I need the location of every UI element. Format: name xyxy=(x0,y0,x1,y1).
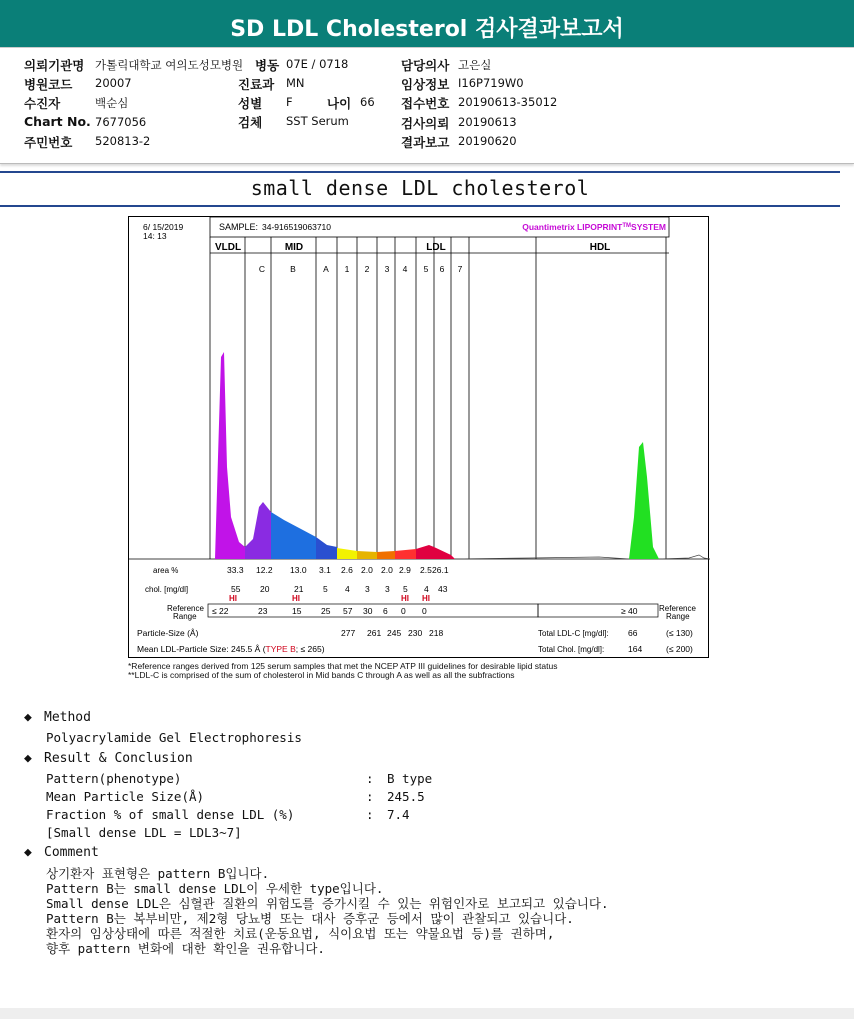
ref-value: 23 xyxy=(258,606,268,616)
result-key: Pattern(phenotype) xyxy=(46,771,182,786)
sex-value: F xyxy=(286,95,293,109)
particle-size-value: 218 xyxy=(429,628,444,638)
id-value: 520813-2 xyxy=(95,134,151,148)
area-value: 2.0 xyxy=(381,565,393,575)
band-label-5: 5 xyxy=(423,264,429,274)
total-chol-ref: (≤ 200) xyxy=(666,644,693,654)
band-label-A: A xyxy=(323,264,329,274)
result-key: Mean Particle Size(Å) xyxy=(46,789,205,804)
receipt-label: 접수번호 xyxy=(401,96,450,111)
footnote-2: **LDL-C is comprised of the sum of cholesterol in Mid bands C through A as well as all the subfractions xyxy=(128,670,515,680)
band-label-1: 1 xyxy=(344,264,350,274)
comment-heading xyxy=(24,845,99,860)
area-value: 33.3 xyxy=(227,565,244,575)
hi-flag: HI xyxy=(229,594,237,603)
group-label-mid: MID xyxy=(284,242,304,253)
band-label-3: 3 xyxy=(384,264,390,274)
chol-value: 4 xyxy=(424,584,429,594)
doctor-value: 고은실 xyxy=(458,58,492,72)
patient-value: 백순심 xyxy=(95,96,129,110)
particle-size-label: Particle-Size (Å) xyxy=(137,628,199,638)
total-ldl-value: 66 xyxy=(628,628,638,638)
chol-value: 20 xyxy=(260,584,270,594)
divider-top xyxy=(0,171,840,173)
area-value: 2.0 xyxy=(361,565,373,575)
area-value: 2.9 xyxy=(399,565,411,575)
ldl5-peak xyxy=(416,545,455,559)
area-value: 13.0 xyxy=(290,565,307,575)
area-value: 3.1 xyxy=(319,565,331,575)
receipt-value: 20190613-35012 xyxy=(458,95,558,109)
result-row: Fraction % of small dense LDL (%) : 7.4 xyxy=(46,807,410,822)
comment-line: Pattern B는 small dense LDL이 우세한 type입니다. xyxy=(46,881,384,896)
divider-bottom xyxy=(0,205,840,207)
ref-value: 30 xyxy=(363,606,373,616)
hdl-ref-box xyxy=(538,604,658,617)
sample-number: 34-916519063710 xyxy=(262,222,332,232)
diamond-bullet-icon: ◆ xyxy=(24,845,32,860)
bottom-bar xyxy=(0,1008,854,1019)
hospital-value: 가톨릭대학교 여의도성모병원 xyxy=(95,58,244,72)
mid-b-peak xyxy=(271,512,316,559)
ref-value: 6 xyxy=(383,606,388,616)
chart-no-label: Chart No. xyxy=(24,114,91,129)
chol-value: 5 xyxy=(403,584,408,594)
particle-size-value: 261 xyxy=(367,628,382,638)
group-label-hdl: HDL xyxy=(589,242,611,253)
area-label: area % xyxy=(153,566,179,575)
baseline-trace xyxy=(659,555,710,559)
result-title: Result & Conclusion xyxy=(44,751,193,766)
clinical-value: I16P719W0 xyxy=(458,76,524,90)
title-bar xyxy=(0,0,854,48)
band-label-B: B xyxy=(290,264,296,274)
specimen-label: 검체 xyxy=(238,115,263,130)
chol-value: 5 xyxy=(323,584,328,594)
hdl-peak xyxy=(629,442,659,559)
chol-label: chol. [mg/dl] xyxy=(145,585,189,594)
report-date-label: 결과보고 xyxy=(401,135,450,150)
band-label-2: 2 xyxy=(364,264,370,274)
result-note: [Small dense LDL = LDL3~7] xyxy=(46,825,242,840)
id-label: 주민번호 xyxy=(24,135,73,150)
total-ldl-ref: (≤ 130) xyxy=(666,628,693,638)
doctor-label: 담당의사 xyxy=(401,58,450,73)
clinical-label: 임상정보 xyxy=(401,77,450,92)
ref-label-line2: Range xyxy=(173,612,197,621)
ref-value: 0 xyxy=(401,606,406,616)
comment-line: Small dense LDL은 심혈관 질환의 위험도를 증가시킬 수 있는 위험인자로 보고되고 있습니다. xyxy=(46,896,609,911)
result-value: B type xyxy=(387,771,433,786)
ref-label-line1: Reference xyxy=(167,604,204,613)
ref-value: ≤ 22 xyxy=(212,606,229,616)
chart-time: 14: 13 xyxy=(143,231,167,241)
chol-value: 43 xyxy=(438,584,448,594)
code-value: 20007 xyxy=(95,76,132,90)
ref-value: ≥ 40 xyxy=(621,606,638,616)
age-label: 나이 xyxy=(327,96,352,111)
mid-c-peak xyxy=(245,502,271,559)
vldl-peak xyxy=(215,352,245,559)
chol-value: 55 xyxy=(231,584,241,594)
result-value: 7.4 xyxy=(387,807,410,822)
report-title: SD LDL Cholesterol 검사결과보고서 xyxy=(230,17,624,42)
result-heading xyxy=(24,751,193,766)
total-chol-label: Total Chol. [mg/dl]: xyxy=(538,645,605,654)
ward-value: 07E / 0718 xyxy=(286,57,349,71)
ldl2-peak xyxy=(357,551,377,559)
hi-flag: HI xyxy=(422,594,430,603)
patient-label: 수진자 xyxy=(24,96,61,111)
area-value: 2.6 xyxy=(341,565,353,575)
specimen-value: SST Serum xyxy=(286,114,349,128)
particle-size-value: 230 xyxy=(408,628,423,638)
ref-value: 25 xyxy=(321,606,331,616)
area-value: 2.5 xyxy=(420,565,432,575)
total-chol-value: 164 xyxy=(628,644,643,654)
sex-label: 성별 xyxy=(238,96,263,111)
hi-flag: HI xyxy=(292,594,300,603)
hospital-label: 의뢰기관명 xyxy=(24,58,85,73)
chart-date: 6/ 15/2019 xyxy=(143,222,184,232)
comment-line: 상기환자 표현형은 pattern B입니다. xyxy=(46,866,270,881)
lipoprint-chart xyxy=(128,216,709,658)
hdl-ref-label-line2: Range xyxy=(666,612,690,621)
code-label: 병원코드 xyxy=(24,77,73,92)
group-label-vldl: VLDL xyxy=(214,242,242,253)
request-label: 검사의뢰 xyxy=(401,116,450,131)
result-row: Pattern(phenotype) : B type xyxy=(46,771,433,786)
ldl3-peak xyxy=(377,551,395,559)
band-label-4: 4 xyxy=(402,264,408,274)
chol-value: 3 xyxy=(385,584,390,594)
method-text: Polyacrylamide Gel Electrophoresis xyxy=(46,730,302,745)
ward-label: 병동 xyxy=(255,58,280,73)
comment-title: Comment xyxy=(44,845,99,860)
group-label-ldl: LDL xyxy=(426,242,446,253)
chol-value: 3 xyxy=(365,584,370,594)
mean-ldl-line: Mean LDL-Particle Size: 245.5 Å (TYPE B; ≤ 265) xyxy=(137,644,325,654)
sample-label: SAMPLE: xyxy=(219,222,259,232)
diamond-bullet-icon: ◆ xyxy=(24,751,32,766)
age-value: 66 xyxy=(360,95,375,109)
result-key: Fraction % of small dense LDL (%) xyxy=(46,807,295,822)
request-value: 20190613 xyxy=(458,115,517,129)
report-date-value: 20190620 xyxy=(458,134,517,148)
mid-a-peak xyxy=(316,537,337,559)
chart-no-value: 7677056 xyxy=(95,115,147,129)
footnote-1: *Reference ranges derived from 125 serum samples that met the NCEP ATP III guidelines for desirable lipid status xyxy=(128,661,558,671)
system-title: Quantimetrix LIPOPRINT™SYSTEM xyxy=(522,222,666,232)
comment-line: 향후 pattern 변화에 대한 확인을 권유합니다. xyxy=(46,941,325,956)
ref-value: 57 xyxy=(343,606,353,616)
band-label-7: 7 xyxy=(457,264,463,274)
band-label-C: C xyxy=(258,264,266,274)
band-label-6: 6 xyxy=(439,264,445,274)
particle-size-value: 245 xyxy=(387,628,402,638)
particle-size-value: 277 xyxy=(341,628,356,638)
result-value: 245.5 xyxy=(387,789,425,804)
area-value: 12.2 xyxy=(256,565,273,575)
method-heading xyxy=(24,710,91,725)
dept-value: MN xyxy=(286,76,305,90)
area-value: 26.1 xyxy=(432,565,449,575)
patient-info xyxy=(0,48,854,164)
chol-value: 4 xyxy=(345,584,350,594)
lipoprint-svg xyxy=(129,217,710,659)
hdl-ref-label-line1: Reference xyxy=(659,604,696,613)
chol-value: 21 xyxy=(294,584,304,594)
comment-line: Pattern B는 복부비만, 제2형 당뇨병 또는 대사 증후군 등에서 많이 관찰되고 있습니다. xyxy=(46,911,574,926)
diamond-bullet-icon: ◆ xyxy=(24,710,32,725)
ldl1-peak xyxy=(337,548,357,559)
method-title: Method xyxy=(44,710,91,725)
dept-label: 진료과 xyxy=(238,77,275,92)
ref-value: 15 xyxy=(292,606,302,616)
ref-value: 0 xyxy=(422,606,427,616)
comment-line: 환자의 임상상태에 따른 적절한 치료(운동요법, 식이요법 또는 약물요법 등)를 권하며, xyxy=(46,926,555,941)
total-ldl-label: Total LDL-C [mg/dl]: xyxy=(538,629,609,638)
section-subtitle: small dense LDL cholesterol xyxy=(250,176,590,200)
result-row: Mean Particle Size(Å) : 245.5 xyxy=(46,789,425,804)
ldl4-peak xyxy=(395,549,416,559)
hi-flag: HI xyxy=(401,594,409,603)
